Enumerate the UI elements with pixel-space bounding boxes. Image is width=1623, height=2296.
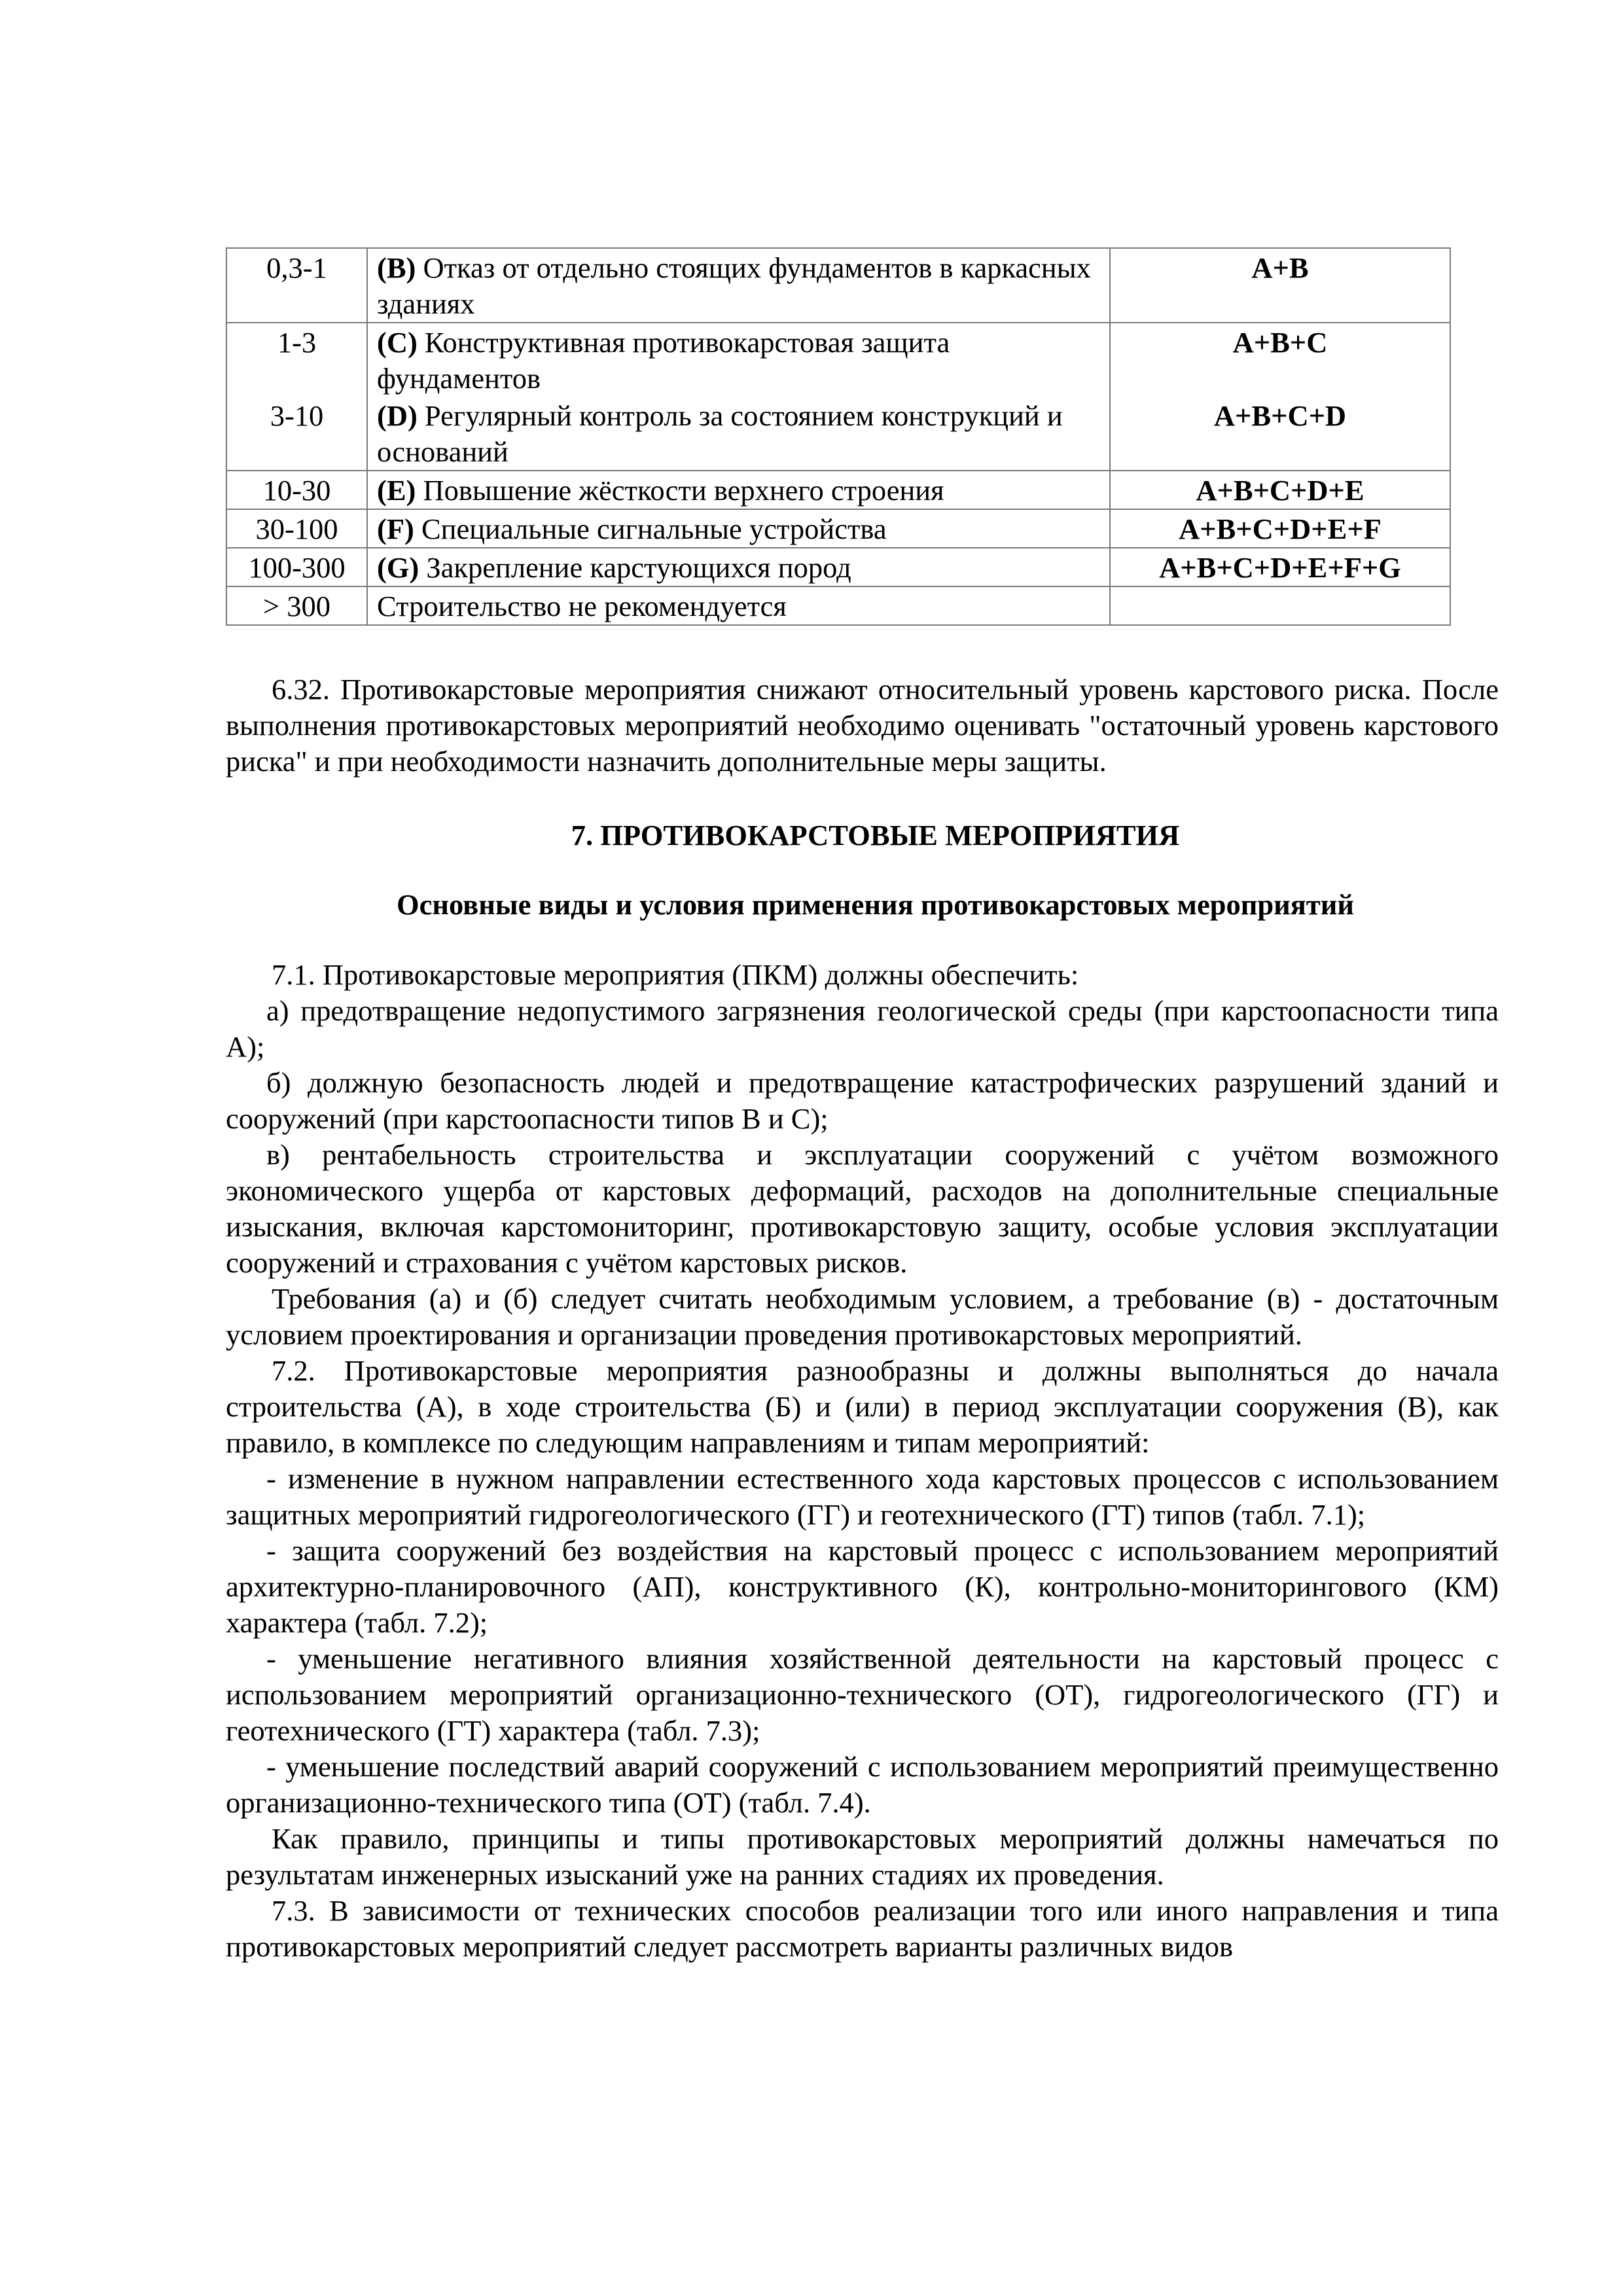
paragraph-principles: Как правило, принципы и типы противокарстовых мероприятий должны намечаться по результатам инженерных изысканий уже на ранних стадиях их проведения. xyxy=(226,1822,1499,1891)
subsection-title: Основные виды и условия применения противокарстовых мероприятий xyxy=(397,888,1354,921)
body-text xyxy=(226,672,1499,1965)
document-page xyxy=(226,247,1499,1965)
paragraph-7-1: 7.1. Противокарстовые мероприятия (ПКМ) должны обеспечить: xyxy=(272,958,1079,991)
table-cell-range: 0,3-1 xyxy=(226,248,367,323)
measure-text: Регулярный контроль за состоянием конструкций и оснований xyxy=(377,399,1063,468)
table-cell-measure xyxy=(367,397,1110,471)
list-item-c: в) рентабельность строительства и эксплуатации сооружений с учётом возможного экономического ущерба от карстовых деформаций, расходов на дополнительные специальные изыскания, включая карстомониторинг, противокарстовую защиту, особые условия эксплуатации сооружений и страхования с учётом карстовых рисков. xyxy=(226,1138,1499,1279)
measure-text: Строительство не рекомендуется xyxy=(377,590,787,622)
table-row xyxy=(226,397,1450,471)
table-cell-combination: A+B xyxy=(1110,248,1450,323)
table-row xyxy=(226,586,1450,625)
measure-text: Отказ от отдельно стоящих фундаментов в каркасных зданиях xyxy=(377,251,1091,320)
measure-code: (C) xyxy=(377,326,418,359)
table-row xyxy=(226,323,1450,397)
table-cell-combination xyxy=(1110,586,1450,625)
list-item-direction-4: - уменьшение последствий аварий сооружений с использованием мероприятий преимущественно организационно-технического типа (ОТ) (табл. 7.4). xyxy=(226,1750,1499,1819)
measure-text: Повышение жёсткости верхнего строения xyxy=(416,474,944,507)
measure-text: Специальные сигнальные устройства xyxy=(414,512,887,545)
table-cell-measure xyxy=(367,548,1110,586)
table-row xyxy=(226,471,1450,509)
measure-code: (B) xyxy=(377,251,416,284)
measure-text: Конструктивная противокарстовая защита фундаментов xyxy=(377,326,950,395)
measure-code: (D) xyxy=(377,399,418,432)
list-item-direction-1: - изменение в нужном направлении естественного хода карстовых процессов с использованием защитных мероприятий гидрогеологического (ГГ) и геотехнического (ГТ) типов (табл. 7.1); xyxy=(226,1462,1499,1531)
table-cell-range: 30-100 xyxy=(226,509,367,548)
table-cell-combination: A+B+C+D xyxy=(1110,397,1450,471)
table-cell-range: 10-30 xyxy=(226,471,367,509)
table-cell-combination: A+B+C+D+E+F+G xyxy=(1110,548,1450,586)
paragraph-6-32: 6.32. Противокарстовые мероприятия снижают относительный уровень карстового риска. После выполнения противокарстовых мероприятий необходимо оценивать "остаточный уровень карстового риска" и при необходимости назначить дополнительные меры защиты. xyxy=(226,673,1499,778)
measure-code: (G) xyxy=(377,551,419,584)
list-item-direction-3: - уменьшение негативного влияния хозяйственной деятельности на карстовый процесс с использованием мероприятий организационно-технического (ОТ), гидрогеологического (ГГ) и геотехнического (ГТ) характера (табл. 7.3); xyxy=(226,1642,1499,1747)
table-cell-measure xyxy=(367,471,1110,509)
paragraph-requirements: Требования (а) и (б) следует считать необходимым условием, а требование (в) - достаточным условием проектирования и организации проведения противокарстовых мероприятий. xyxy=(226,1282,1499,1351)
risk-measures-table xyxy=(226,247,1451,626)
table-cell-measure xyxy=(367,509,1110,548)
measure-text: Закрепление карстующихся пород xyxy=(419,551,851,584)
measure-code: (F) xyxy=(377,512,414,545)
paragraph-7-2: 7.2. Противокарстовые мероприятия разнообразны и должны выполняться до начала строительства (А), в ходе строительства (Б) и (или) в период эксплуатации сооружения (В), как правило, в комплексе по следующим направлениям и типам мероприятий: xyxy=(226,1354,1499,1459)
section-title: 7. ПРОТИВОКАРСТОВЫЕ МЕРОПРИЯТИЯ xyxy=(571,819,1180,852)
measure-code: (E) xyxy=(377,474,416,507)
table-cell-combination: A+B+C xyxy=(1110,323,1450,397)
list-item-b: б) должную безопасность людей и предотвращение катастрофических разрушений зданий и сооружений (при карстоопасности типов В и С); xyxy=(226,1066,1499,1135)
table-cell-combination: A+B+C+D+E+F xyxy=(1110,509,1450,548)
table-row xyxy=(226,509,1450,548)
spacer xyxy=(226,923,1499,957)
table-cell-range: 1-3 xyxy=(226,323,367,397)
table-cell-combination: A+B+C+D+E xyxy=(1110,471,1450,509)
table-cell-measure xyxy=(367,323,1110,397)
table-row xyxy=(226,548,1450,586)
list-item-direction-2: - защита сооружений без воздействия на карстовый процесс с использованием мероприятий архитектурно-планировочного (АП), конструктивного (К), контрольно-мониторингового (КМ) характера (табл. 7.2); xyxy=(226,1534,1499,1639)
table-cell-range: > 300 xyxy=(226,586,367,625)
list-item-a: а) предотвращение недопустимого загрязнения геологической среды (при карстоопасности типа А); xyxy=(226,994,1499,1063)
table-cell-range: 3-10 xyxy=(226,397,367,471)
table-row xyxy=(226,248,1450,323)
table-cell-measure xyxy=(367,248,1110,323)
paragraph-7-3: 7.3. В зависимости от технических способов реализации того или иного направления и типа противокарстовых мероприятий следует рассмотреть варианты различных видов xyxy=(226,1894,1499,1963)
table-cell-measure xyxy=(367,586,1110,625)
table-cell-range: 100-300 xyxy=(226,548,367,586)
